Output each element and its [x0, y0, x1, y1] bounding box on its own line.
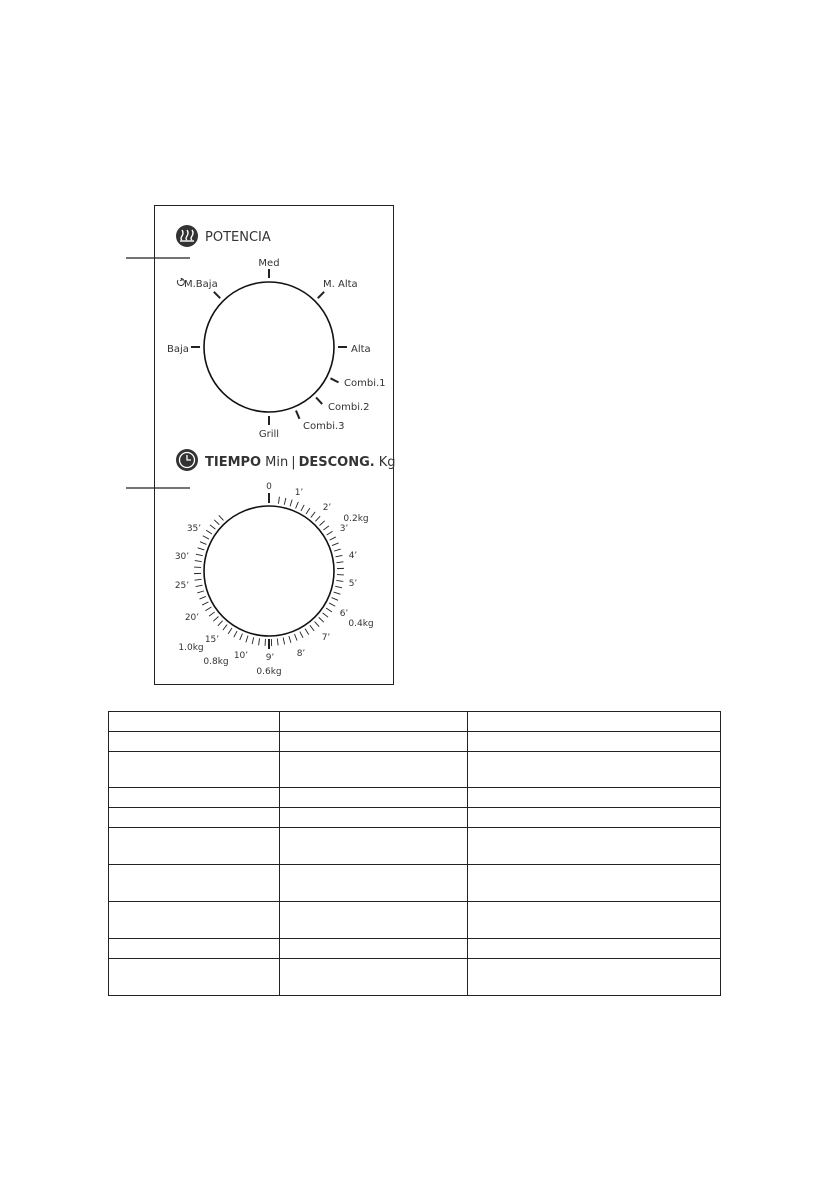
- timer-minor-tick: [311, 512, 315, 518]
- timer-minor-tick: [218, 621, 223, 626]
- timer-knob-ring[interactable]: [204, 506, 334, 636]
- table-cell: [280, 939, 468, 959]
- table-cell: [280, 808, 468, 828]
- weight-label-1-0: 1.0kg: [178, 643, 204, 653]
- timer-minor-tick: [284, 498, 286, 505]
- timer-label-15: 15’: [204, 635, 220, 645]
- table-cell: [468, 752, 721, 788]
- table-cell: [109, 939, 280, 959]
- timer-minor-tick: [300, 632, 303, 638]
- timer-minor-tick: [209, 612, 215, 616]
- timer-minor-tick: [283, 638, 284, 645]
- timer-title: [205, 455, 395, 470]
- heat-waves-icon: [176, 225, 198, 247]
- power-tick: [318, 292, 324, 298]
- power-knob[interactable]: [204, 282, 334, 412]
- timer-minor-tick: [334, 592, 341, 594]
- timer-minor-tick: [323, 526, 329, 530]
- table-cell: [468, 939, 721, 959]
- weight-label-0-4: 0.4kg: [348, 619, 374, 629]
- table-row: [109, 732, 721, 752]
- power-label-grill: Grill: [258, 429, 280, 440]
- timer-minor-tick: [336, 555, 343, 556]
- power-label-combi2: Combi.2: [328, 402, 370, 413]
- power-tick: [296, 411, 300, 419]
- power-label-med: Med: [258, 258, 280, 269]
- timer-minor-tick: [205, 607, 211, 611]
- timer-minor-tick: [228, 628, 232, 634]
- timer-minor-tick: [213, 617, 218, 622]
- timer-label-8: 8’: [296, 649, 306, 659]
- timer-minor-tick: [306, 508, 310, 514]
- table-cell: [280, 959, 468, 996]
- timer-minor-tick: [327, 531, 333, 535]
- timer-minor-tick: [301, 505, 304, 511]
- weight-label-0-2: 0.2kg: [343, 514, 369, 524]
- timer-minor-tick: [332, 543, 338, 546]
- timer-title-unit: Min: [265, 455, 289, 470]
- timer-label-35: 35’: [186, 524, 202, 534]
- table-cell: [109, 902, 280, 939]
- timer-header: [176, 449, 395, 471]
- table-cell: [280, 752, 468, 788]
- timer-title-separator: |: [291, 455, 296, 470]
- timer-label-5: 5’: [348, 579, 358, 589]
- timer-minor-tick: [310, 625, 314, 631]
- table-cell: [280, 865, 468, 902]
- table-cell: [468, 788, 721, 808]
- power-ticks: [191, 269, 347, 425]
- timer-minor-tick: [323, 613, 329, 617]
- timer-label-3: 3’: [339, 524, 349, 534]
- weight-label-0-8: 0.8kg: [203, 657, 229, 667]
- table-cell: [280, 712, 468, 732]
- table-cell: [109, 788, 280, 808]
- timer-minor-tick: [196, 554, 203, 556]
- timer-label-25: 25’: [174, 581, 190, 591]
- table-cell: [109, 808, 280, 828]
- timer-minor-tick: [315, 622, 320, 627]
- table-cell: [280, 828, 468, 865]
- power-tick: [330, 378, 338, 382]
- timer-minor-tick: [334, 549, 341, 551]
- timer-minor-tick: [195, 561, 202, 562]
- timer-minor-tick: [199, 596, 205, 599]
- timer-minor-tick: [278, 497, 279, 504]
- power-tick: [214, 292, 220, 298]
- table-cell: [280, 732, 468, 752]
- timer-minor-tick: [294, 634, 297, 640]
- weight-label-0-6: 0.6kg: [256, 667, 282, 677]
- timer-minor-tick: [319, 617, 324, 622]
- timer-minor-tick: [332, 598, 338, 601]
- timer-minor-tick: [223, 625, 227, 631]
- timer-title-bold: TIEMPO: [205, 455, 262, 470]
- spec-table: [108, 711, 721, 996]
- timer-minor-tick: [196, 585, 203, 586]
- timer-minor-tick: [259, 638, 260, 645]
- timer-label-10: 10’: [233, 651, 249, 661]
- table-row: [109, 939, 721, 959]
- clock-icon: [176, 449, 198, 471]
- timer-minor-tick: [290, 500, 292, 507]
- spec-table-body: [109, 712, 721, 996]
- timer-minor-tick: [305, 629, 309, 635]
- timer-minor-tick: [219, 515, 224, 520]
- power-label-combi1: Combi.1: [344, 378, 386, 389]
- timer-label-0: 0: [266, 482, 272, 492]
- table-cell: [468, 712, 721, 732]
- timer-minor-tick: [329, 603, 335, 606]
- table-cell: [468, 808, 721, 828]
- timer-minor-tick: [234, 631, 237, 637]
- power-header: [176, 225, 271, 247]
- timer-minor-tick: [246, 636, 248, 643]
- table-cell: [109, 752, 280, 788]
- table-row: [109, 752, 721, 788]
- timer-minor-tick: [240, 634, 243, 640]
- table-row: [109, 828, 721, 865]
- timer-minor-tick: [277, 638, 278, 645]
- timer-knob[interactable]: [204, 506, 334, 636]
- timer-label-20: 20’: [184, 613, 200, 623]
- timer-minor-tick: [326, 608, 332, 612]
- timer-ticks: [194, 493, 344, 649]
- timer-label-4: 4’: [348, 551, 358, 561]
- table-cell: [280, 788, 468, 808]
- table-cell: [109, 712, 280, 732]
- timer-minor-tick: [315, 516, 320, 521]
- table-cell: [109, 959, 280, 996]
- timer-label-2: 2’: [322, 503, 332, 513]
- table-cell: [280, 902, 468, 939]
- timer-minor-tick: [198, 548, 205, 550]
- timer-minor-tick: [289, 636, 291, 643]
- timer-minor-tick: [330, 537, 336, 540]
- table-cell: [109, 732, 280, 752]
- timer-minor-tick: [214, 520, 219, 525]
- power-label-combi3: Combi.3: [303, 421, 345, 432]
- power-labels: [167, 258, 386, 440]
- power-knob-ring[interactable]: [204, 282, 334, 412]
- table-cell: [468, 865, 721, 902]
- table-cell: [468, 902, 721, 939]
- table-cell: [109, 828, 280, 865]
- table-row: [109, 902, 721, 939]
- timer-label-30: 30’: [174, 552, 190, 562]
- timer-minor-tick: [203, 536, 209, 539]
- power-label-alta: Alta: [351, 344, 371, 355]
- table-row: [109, 808, 721, 828]
- timer-minor-tick: [197, 591, 204, 593]
- table-cell: [109, 865, 280, 902]
- table-row: [109, 788, 721, 808]
- timer-label-6: 6’: [339, 609, 349, 619]
- table-row: [109, 959, 721, 996]
- defrost-title-unit: Kg: [378, 455, 396, 470]
- timer-minor-tick: [335, 586, 342, 588]
- power-label-malta: M. Alta: [323, 279, 358, 290]
- table-cell: [468, 828, 721, 865]
- timer-minor-tick: [206, 530, 212, 534]
- timer-minor-tick: [202, 602, 208, 605]
- timer-minor-tick: [336, 562, 343, 563]
- power-tick: [316, 397, 322, 404]
- timer-minor-tick: [336, 580, 343, 581]
- timer-minor-tick: [252, 637, 254, 644]
- timer-label-9: 9’: [265, 653, 275, 663]
- power-label-mbaja: M.Baja: [184, 279, 218, 290]
- power-title: POTENCIA: [205, 230, 271, 245]
- power-label-baja: Baja: [167, 344, 189, 355]
- timer-label-7: 7’: [321, 633, 331, 643]
- table-row: [109, 865, 721, 902]
- timer-minor-tick: [210, 525, 216, 529]
- table-row: [109, 712, 721, 732]
- timer-minor-tick: [320, 521, 325, 526]
- defrost-title-bold: DESCONG.: [298, 455, 375, 470]
- table-cell: [468, 959, 721, 996]
- timer-label-1: 1’: [294, 488, 304, 498]
- timer-minor-tick: [296, 502, 299, 508]
- table-cell: [468, 732, 721, 752]
- timer-minor-tick: [200, 542, 206, 545]
- timer-minor-tick: [195, 579, 202, 580]
